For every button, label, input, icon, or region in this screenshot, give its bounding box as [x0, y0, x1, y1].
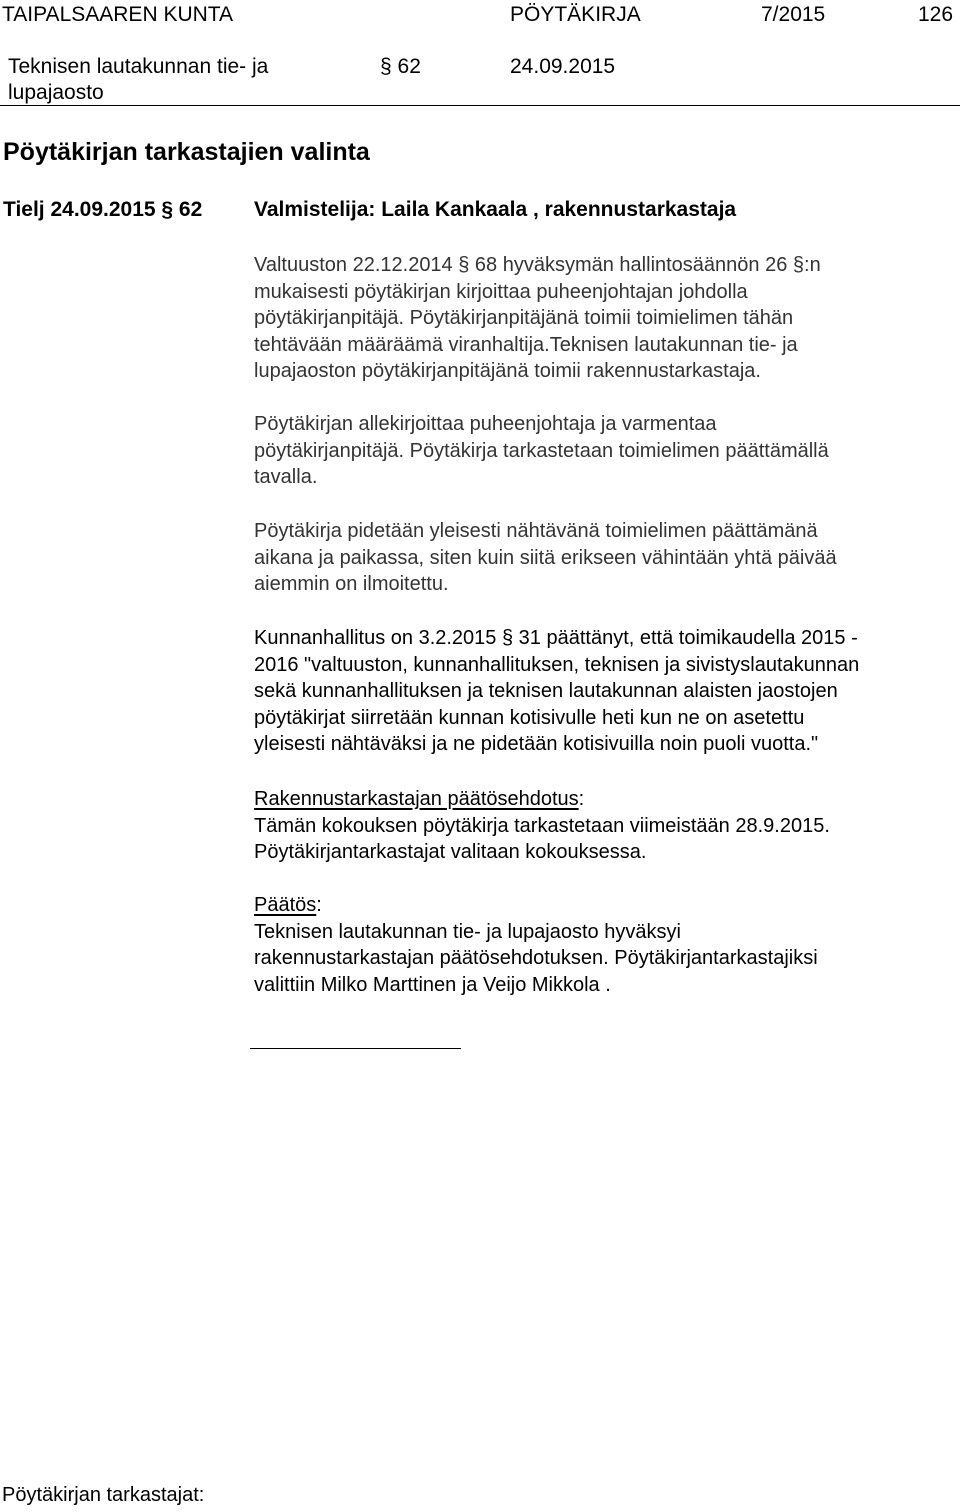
text-line: yleisesti nähtäväksi ja ne pidetään kotisivuilla noin puoli vuotta." — [254, 733, 819, 755]
text-line: tavalla. — [254, 466, 318, 488]
text-line: Kunnanhallitus on 3.2.2015 § 31 päättänyt, että toimikaudella 2015 - — [254, 627, 858, 649]
item-reference: Tielj 24.09.2015 § 62 — [3, 198, 203, 221]
text-line: valittiin Milko Marttinen ja Veijo Mikkola . — [254, 973, 611, 996]
proposal-heading: Rakennustarkastajan päätösehdotus: — [254, 788, 585, 810]
proposal-section — [254, 786, 960, 866]
text-line: rakennustarkastajan päätösehdotuksen. Pöytäkirjantarkastajiksi — [254, 947, 818, 969]
text-line: tehtävään määräämä viranhaltija.Teknisen lautakunnan tie- ja — [254, 333, 798, 356]
text-line: pöytäkirjanpitäjä. Pöytäkirja tarkastetaan toimielimen päättämällä — [254, 439, 829, 462]
page-title: Pöytäkirjan tarkastajien valinta — [3, 138, 370, 166]
decision-heading: Päätös: — [254, 894, 322, 916]
text-line: Pöytäkirjantarkastajat valitaan kokouksessa. — [254, 841, 647, 863]
text-line: lupajaoston pöytäkirjanpitäjänä toimii rakennustarkastaja. — [254, 360, 761, 382]
text-line: aikana ja paikassa, siten kuin siitä erikseen vähintään yhtä päivää — [254, 546, 837, 569]
paragraph-signing — [254, 411, 960, 491]
section-number: § 62 — [380, 55, 421, 78]
organ-name-line2: lupajaosto — [8, 81, 104, 104]
decision-section — [254, 892, 960, 998]
header-divider — [0, 105, 960, 106]
text-line: sekä kunnanhallituksen ja teknisen lautakunnan alaisten jaostojen — [254, 680, 838, 702]
text-line: Pöytäkirjan allekirjoittaa puheenjohtaja ja varmentaa — [254, 413, 717, 435]
organ-name-line1: Teknisen lautakunnan tie- ja — [8, 55, 269, 78]
document-type: PÖYTÄKIRJA — [510, 3, 641, 26]
page-number: 126 — [918, 3, 954, 26]
document-number: 7/2015 — [761, 3, 826, 26]
text-line: mukaisesti pöytäkirjan kirjoittaa puheenjohtajan johdolla — [254, 280, 748, 303]
paragraph-display — [254, 518, 960, 598]
text-line: Valtuuston 22.12.2014 § 68 hyväksymän hallintosäännön 26 §:n — [254, 254, 821, 276]
text-line: Tämän kokouksen pöytäkirja tarkastetaan viimeistään 28.9.2015. — [254, 814, 830, 837]
municipality-name: TAIPALSAAREN KUNTA — [2, 3, 234, 26]
text-line: pöytäkirjanpitäjä. Pöytäkirjanpitäjänä toimii toimielimen tähän — [254, 307, 794, 329]
paragraph-board-decision — [254, 625, 960, 758]
preparer: Valmistelija: Laila Kankaala , rakennustarkastaja — [254, 198, 737, 221]
meeting-date: 24.09.2015 — [510, 55, 616, 78]
paragraph-rules — [254, 252, 960, 385]
checkers-label: Pöytäkirjan tarkastajat: — [2, 1484, 205, 1506]
text-line: pöytäkirjat siirretään kunnan kotisivulle heti kun ne on asetettu — [254, 706, 805, 729]
text-line: aiemmin on ilmoitettu. — [254, 573, 449, 595]
text-line: Pöytäkirja pidetään yleisesti nähtävänä toimielimen päättämänä — [254, 520, 818, 542]
text-line: Teknisen lautakunnan tie- ja lupajaosto hyväksyi — [254, 920, 681, 943]
end-divider — [250, 1048, 461, 1049]
text-line: 2016 "valtuuston, kunnanhallituksen, teknisen ja sivistyslautakunnan — [254, 653, 860, 676]
